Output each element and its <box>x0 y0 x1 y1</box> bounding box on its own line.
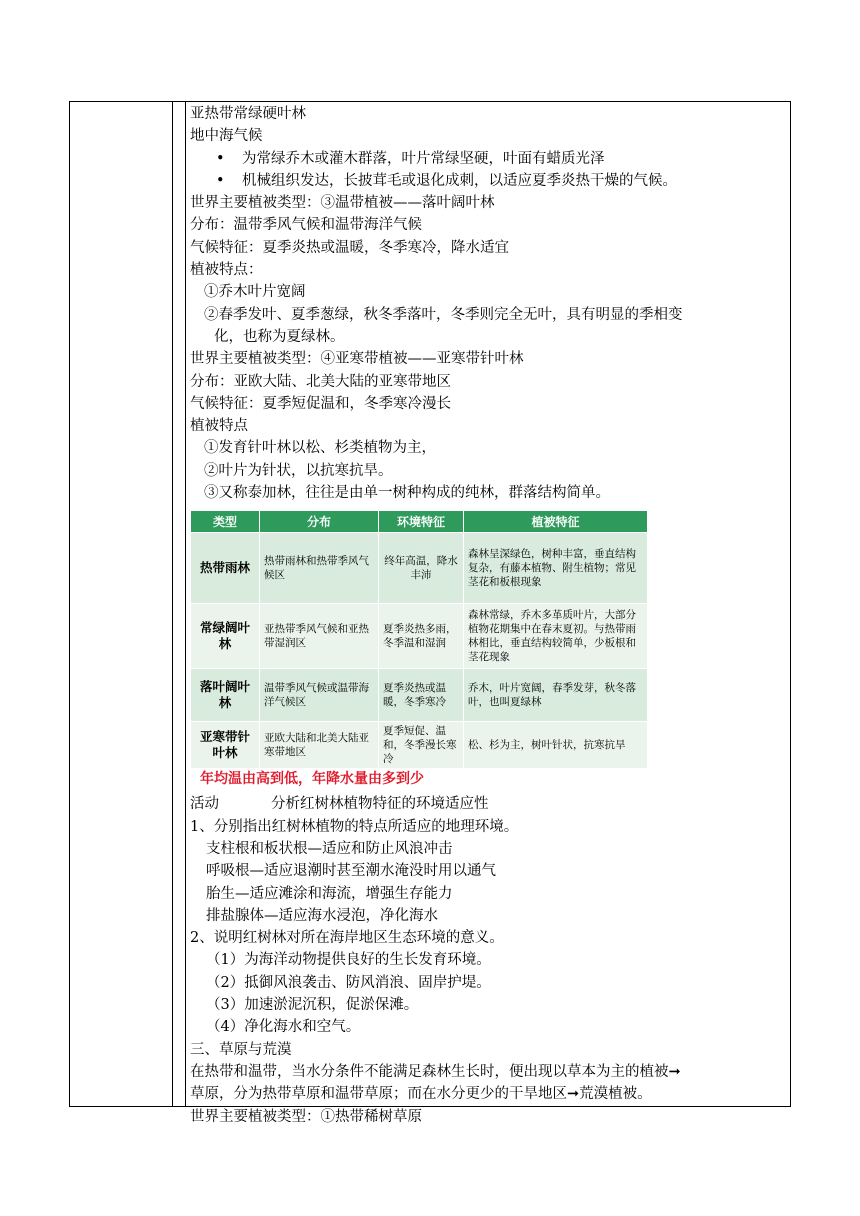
bullet-icon: • <box>216 150 225 167</box>
heading-line: 亚热带常绿硬叶林 <box>190 106 306 122</box>
table-cell: 亚热带季风气候和亚热带湿润区 <box>260 604 379 669</box>
text-line: 世界主要植被类型：①热带稀树草原 <box>190 1108 422 1125</box>
table-cell: 夏季炎热多雨，冬季温和湿润 <box>379 604 464 669</box>
table-row <box>191 604 648 669</box>
answer-line: 排盐腺体—适应海水浸泡，净化海水 <box>206 907 438 924</box>
answer-line: 支柱根和板状根—适应和防止风浪冲击 <box>206 840 453 857</box>
question: 2、说明红树林对所在海岸地区生态环境的意义。 <box>190 930 504 947</box>
table-header: 分布 <box>260 511 379 533</box>
table-cell: 夏季短促、温和，冬季漫长寒冷 <box>379 722 464 769</box>
text-line: ③又称泰加林，往往是由单一树种构成的纯林，群落结构简单。 <box>204 485 610 502</box>
table-cell: 夏季炎热或温暖，冬季寒冷 <box>379 669 464 722</box>
activity-title: 活动 分析红树林植物特征的环境适应性 <box>190 796 489 813</box>
table-cell: 森林常绿，乔木多革质叶片，大部分植物花期集中在春末夏初。与热带雨林相比，垂直结构较简单，少板根和茎花现象 <box>464 604 648 669</box>
answer-line: 呼吸根—适应退潮时甚至潮水淹没时用以通气 <box>206 863 496 880</box>
table-cell: 森林呈深绿色，树种丰富，垂直结构复杂，有藤本植物、附生植物；常见茎花和板根现象 <box>464 533 648 604</box>
table-row <box>191 722 648 769</box>
table-header: 植被特征 <box>464 511 648 533</box>
text-line: 地中海气候 <box>190 128 263 145</box>
table-note: 年均温由高到低，年降水量由多到少 <box>200 771 424 788</box>
table-row <box>191 669 648 722</box>
section-heading: 三、草原与荒漠 <box>190 1041 292 1058</box>
text-line: ②叶片为针状，以抗寒抗旱。 <box>204 462 393 479</box>
bullet-icon: • <box>216 172 225 189</box>
table-header: 类型 <box>191 511 260 533</box>
lesson-content <box>190 103 790 1128</box>
bullet-item: • 为常绿乔木或灌木群落，叶片常绿坚硬，叶面有蜡质光泽 <box>190 148 790 170</box>
text-line: 分布：温带季风气候和温带海洋气候 <box>190 217 422 234</box>
table-cell: 松、杉为主，树叶针状，抗寒抗旱 <box>464 722 648 769</box>
text-line: 分布：亚欧大陆、北美大陆的亚寒带地区 <box>190 373 451 390</box>
answer-line: 胎生—适应滩涂和海流，增强生存能力 <box>206 885 453 902</box>
text-line: 化，也称为夏绿林。 <box>214 328 345 345</box>
text-line: 在热带和温带，当水分条件不能满足森林生长时，便出现以草本为主的植被➞ <box>190 1063 681 1080</box>
text-line: ②春季发叶、夏季葱绿，秋冬季落叶，冬季则完全无叶，具有明显的季相变 <box>204 306 683 323</box>
answer-line: （4）净化海水和空气。 <box>206 1019 361 1036</box>
answer-line: （2）抵御风浪袭击、防风消浪、固岸护堤。 <box>206 974 491 991</box>
question: 1、分别指出红树林植物的特点所适应的地理环境。 <box>190 818 519 835</box>
answer-line: （1）为海洋动物提供良好的生长发育环境。 <box>206 952 491 969</box>
text-line: 植被特点： <box>190 262 263 279</box>
answer-line: （3）加速淤泥沉积，促淤保滩。 <box>206 997 419 1014</box>
bullet-item: • 机械组织发达，长披茸毛或退化成刺，以适应夏季炎热干燥的气候。 <box>190 170 790 192</box>
table-cell: 终年高温，降水丰沛 <box>379 533 464 604</box>
table-cell: 乔木，叶片宽阔，春季发芽，秋冬落叶，也叫夏绿林 <box>464 669 648 722</box>
vegetation-table <box>190 510 648 769</box>
table-header-row <box>191 511 648 533</box>
text-line: 气候特征：夏季短促温和，冬季寒冷漫长 <box>190 395 451 412</box>
table-cell: 落叶阔叶林 <box>191 669 260 722</box>
table-header: 环境特征 <box>379 511 464 533</box>
text-line: 植被特点 <box>190 418 248 435</box>
table-cell: 温带季风气候或温带海洋气候区 <box>260 669 379 722</box>
column-divider <box>185 102 186 1106</box>
text-line: ①乔木叶片宽阔 <box>204 284 306 301</box>
table-cell: 亚寒带针叶林 <box>191 722 260 769</box>
table-row <box>191 533 648 604</box>
table-cell: 亚欧大陆和北美大陆亚寒带地区 <box>260 722 379 769</box>
table-cell: 热带雨林 <box>191 533 260 604</box>
table-cell: 常绿阔叶林 <box>191 604 260 669</box>
text-line: ①发育针叶林以松、杉类植物为主， <box>204 440 436 457</box>
table-cell: 热带雨林和热带季风气候区 <box>260 533 379 604</box>
text-line: 气候特征：夏季炎热或温暖，冬季寒冷，降水适宜 <box>190 239 509 256</box>
text-line: 草原，分为热带草原和温带草原；而在水分更少的干旱地区➞荒漠植被。 <box>190 1086 652 1103</box>
column-divider <box>172 102 173 1106</box>
text-line: 世界主要植被类型：③温带植被——落叶阔叶林 <box>190 195 495 212</box>
text-line: 世界主要植被类型：④亚寒带植被——亚寒带针叶林 <box>190 351 524 368</box>
